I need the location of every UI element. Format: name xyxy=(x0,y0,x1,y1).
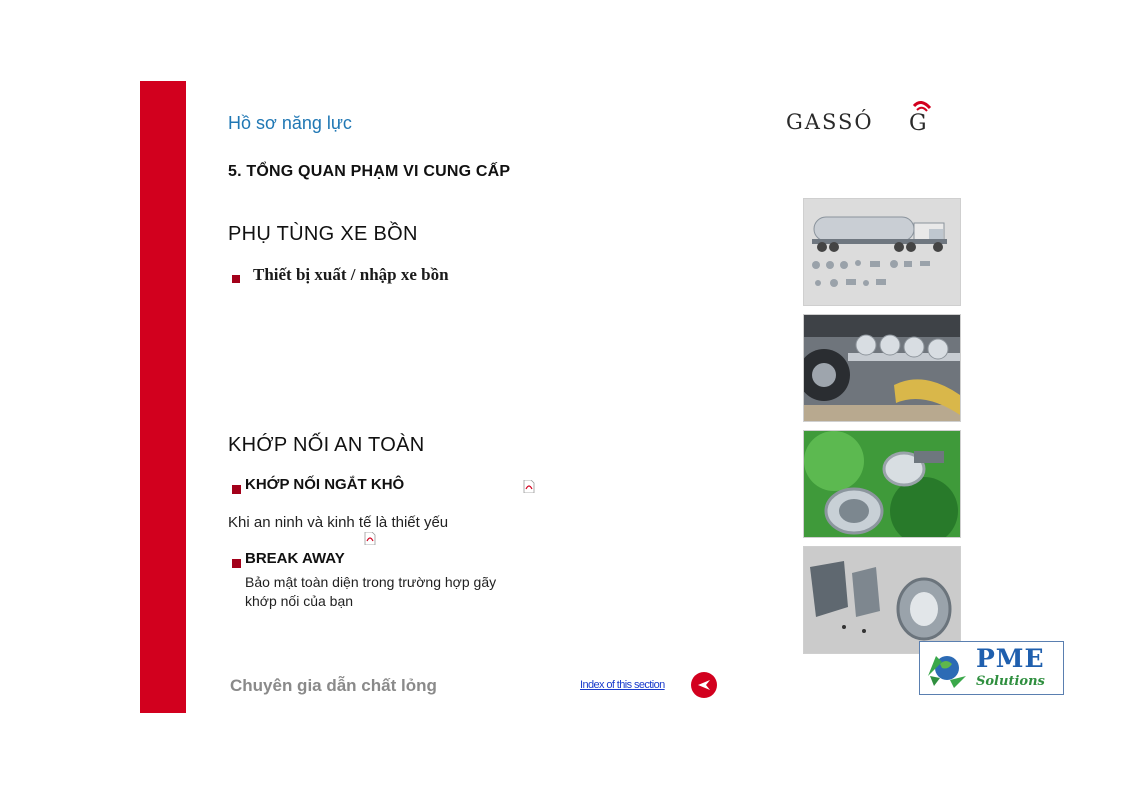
item1-description: Khi an ninh và kinh tế là thiết yếu xyxy=(228,514,449,531)
break-away-coupling-photo xyxy=(803,546,961,654)
pme-logo-text: PME xyxy=(976,644,1045,673)
section-heading: 5. TỔNG QUAN PHẠM VI CUNG CẤP xyxy=(228,163,511,180)
gasso-logo-text: GASSÓ xyxy=(786,110,874,134)
section2-heading: KHỚP NỐI AN TOÀN xyxy=(228,434,425,456)
recycle-globe-icon xyxy=(924,646,970,690)
item2-bullet-marker xyxy=(232,555,241,573)
gasso-g-logo-mark xyxy=(906,100,936,134)
gasso-logo xyxy=(786,110,874,134)
page-title: Hồ sơ năng lực xyxy=(228,113,352,133)
footer-tagline: Chuyên gia dẫn chất lỏng xyxy=(230,676,437,695)
item2-description-line1: Bảo mật toàn diện trong trường hợp gãy xyxy=(245,574,497,590)
pdf-icon[interactable] xyxy=(364,532,376,545)
svg-text:G: G xyxy=(909,111,927,134)
pdf-icon[interactable] xyxy=(523,480,535,493)
pme-logo-subtext: Solutions xyxy=(976,674,1045,689)
item2-title: BREAK AWAY xyxy=(245,550,345,567)
tanker-truck-diagram-image xyxy=(803,198,961,306)
tanker-valves-photo xyxy=(803,314,961,422)
back-arrow-icon[interactable] xyxy=(690,671,718,699)
item1-bullet-marker xyxy=(232,481,241,499)
red-side-bar xyxy=(140,81,186,713)
section1-heading: PHỤ TÙNG XE BỒN xyxy=(228,223,418,245)
section1-bullet-marker xyxy=(232,270,240,288)
index-of-section-link[interactable]: Index of this section xyxy=(580,679,665,691)
dry-disconnect-coupling-photo xyxy=(803,430,961,538)
pme-solutions-logo xyxy=(919,641,1064,695)
item2-description-line2: khớp nối của bạn xyxy=(245,593,354,609)
section1-bullet-text: Thiết bị xuất / nhập xe bồn xyxy=(253,265,449,284)
item1-title: KHỚP NỐI NGẮT KHÔ xyxy=(245,476,405,493)
